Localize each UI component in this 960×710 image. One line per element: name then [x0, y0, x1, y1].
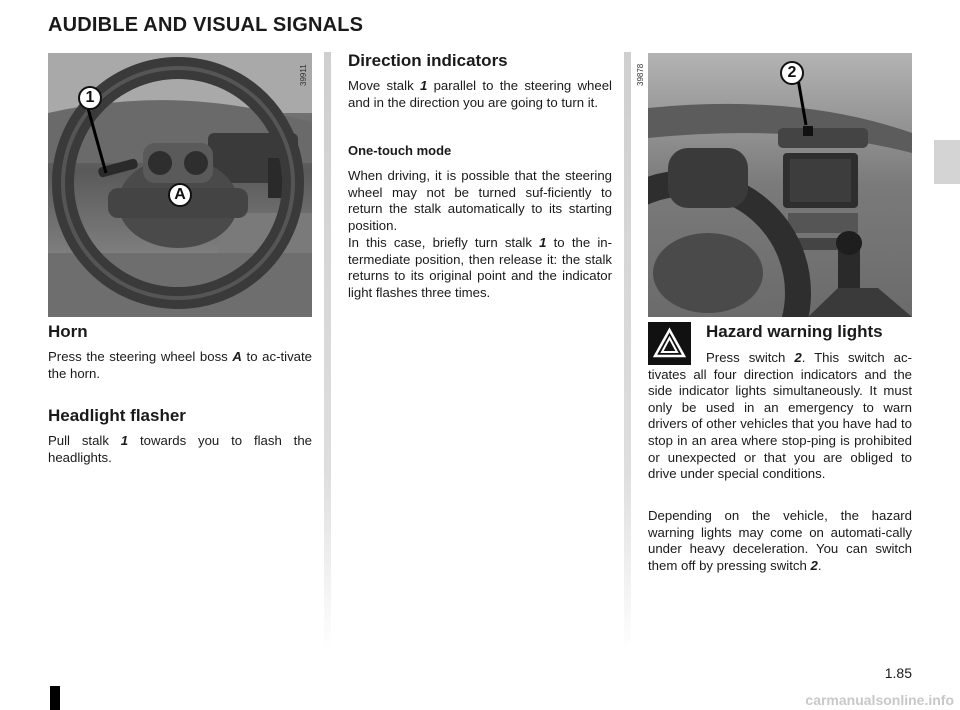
crop-mark — [50, 686, 60, 710]
callout-a: A — [168, 183, 192, 207]
headlight-flasher-heading: Headlight flasher — [48, 406, 186, 425]
page-number: 1.85 — [884, 665, 912, 681]
direction-indicators-text: Move stalk 1 parallel to the steering wheel and in the direction you are going to turn it. — [348, 78, 612, 110]
right-image-ref-number: 39878 — [636, 63, 645, 86]
callout-1: 1 — [78, 86, 102, 110]
callout-2: 2 — [780, 61, 804, 85]
page-title: AUDIBLE AND VISUAL SIGNALS — [48, 14, 364, 36]
horn-heading: Horn — [48, 322, 88, 341]
hazard-warning-heading: Hazard warning lights — [706, 322, 883, 341]
headlight-flasher-text: Pull stalk 1 towards you to flash the headlights. — [48, 433, 312, 465]
hazard-warning-text-2: Depending on the vehicle, the hazard warning lights may come on automati-cally under heavy deceleration. You can switch them off by pressing switch 2. — [648, 508, 912, 573]
direction-indicators-heading: Direction indicators — [348, 51, 508, 70]
steering-wheel-illustration — [48, 53, 312, 317]
dashboard-illustration — [648, 53, 912, 317]
one-touch-mode-text-2: In this case, briefly turn stalk 1 to the in-termediate position, then release it: the stalk returns to its original point and the indicator light flashes three times. — [348, 235, 612, 300]
one-touch-mode-text: When driving, it is possible that the steering wheel may not be turned suf-ficiently to return the stalk automatically to its starting position. — [348, 168, 612, 233]
chapter-tab — [934, 140, 960, 184]
column-divider-right — [624, 52, 631, 652]
column-divider-left — [324, 52, 331, 652]
one-touch-mode-subheading: One-touch mode — [348, 143, 452, 158]
horn-text: Press the steering wheel boss A to ac-tivate the horn. — [48, 349, 313, 381]
hazard-warning-text: Press switch 2. This switch ac-tivates all four direction indicators and the side indicator lights simultaneously. It must only be used in an emergency to warn drivers of other vehicles that you have had to stop in an area where stop-ping is prohibited or unexpected or that you are obliged to drive under special conditions. — [648, 350, 912, 482]
left-image-ref-number: 39911 — [299, 64, 308, 86]
watermark: carmanualsonline.info — [805, 692, 954, 708]
